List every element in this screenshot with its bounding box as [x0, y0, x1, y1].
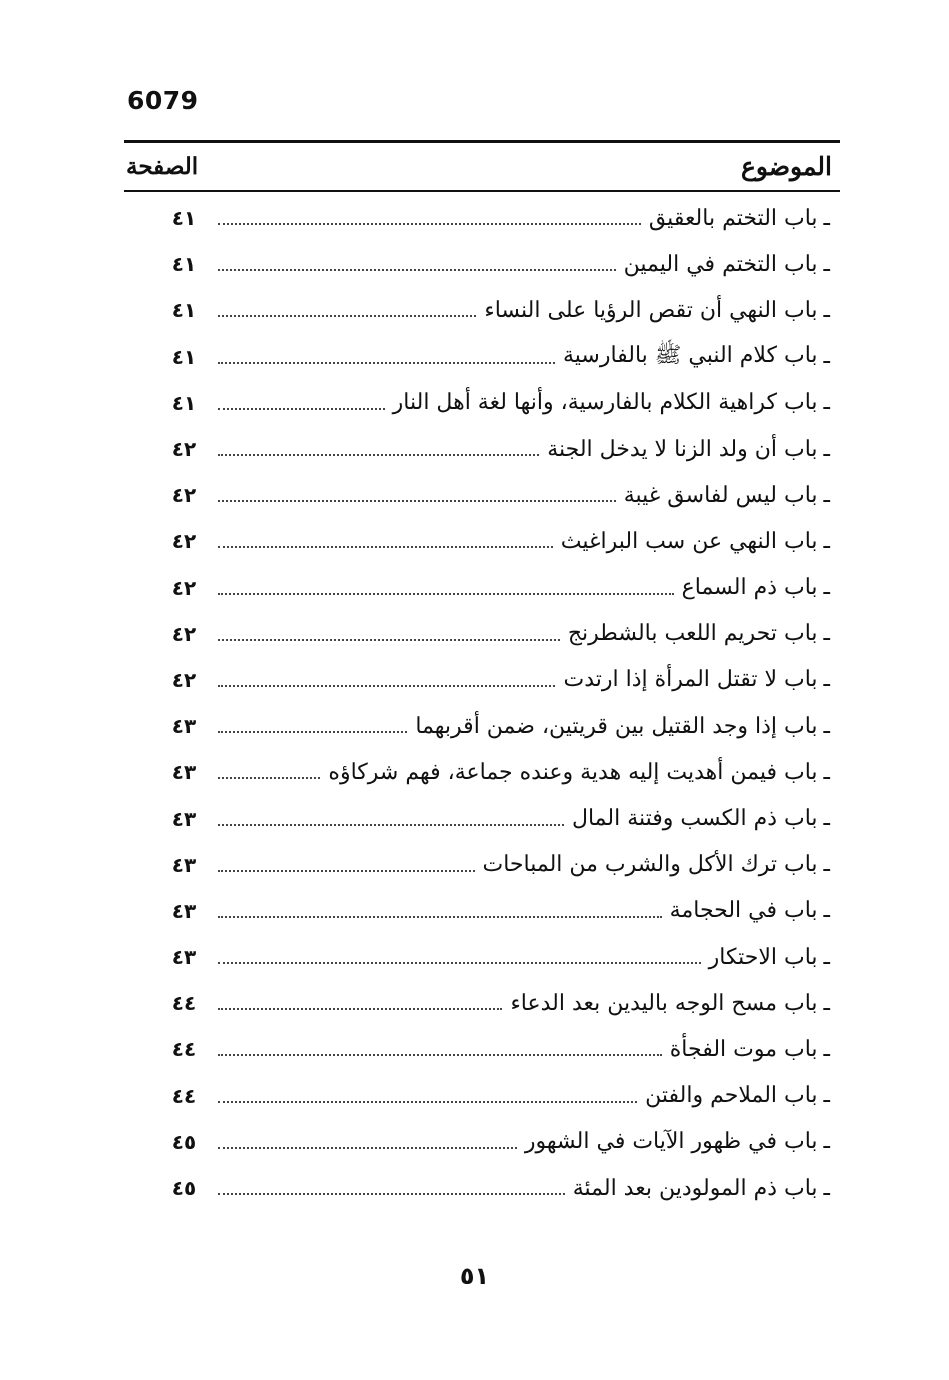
entry-title: باب موت الفجأة	[669, 1036, 818, 1062]
dot-leader	[218, 269, 616, 271]
entry-page: ٤٢	[171, 621, 197, 646]
dot-leader	[218, 500, 616, 502]
entry-page: ٤٢	[171, 667, 197, 692]
entry-dash: ـ	[823, 667, 830, 693]
entry-dash: ـ	[823, 1083, 830, 1109]
toc-entry	[150, 1073, 830, 1119]
entry-title: باب ذم السماع	[681, 575, 818, 601]
toc-entry	[150, 287, 830, 333]
dot-leader	[218, 454, 539, 456]
entry-page: ٤١	[171, 252, 197, 277]
entry-dash: ـ	[823, 344, 830, 370]
toc-entry	[150, 1119, 830, 1165]
toc-entry	[150, 334, 830, 380]
entry-dash: ـ	[823, 898, 830, 924]
dot-leader	[218, 777, 320, 779]
toc-entry	[150, 241, 830, 287]
entry-dash: ـ	[823, 990, 830, 1016]
dot-leader	[218, 546, 553, 548]
toc-entry	[150, 980, 830, 1026]
entry-page: ٤١	[171, 206, 197, 231]
toc-entry	[150, 195, 830, 241]
entry-title: باب النهي عن سب البراغيث	[560, 528, 818, 554]
dot-leader	[218, 824, 564, 826]
entry-dash: ـ	[823, 1175, 830, 1201]
dot-leader	[218, 962, 701, 964]
entry-page: ٤٤	[171, 1083, 197, 1108]
toc-entry	[150, 426, 830, 472]
entry-page: ٤١	[171, 298, 197, 323]
dot-leader	[218, 731, 407, 733]
entry-page: ٤٤	[171, 1037, 197, 1062]
dot-leader	[218, 639, 560, 641]
entry-dash: ـ	[823, 436, 830, 462]
dot-leader	[218, 1054, 662, 1056]
toc-entry	[150, 934, 830, 980]
entry-title: باب تحريم اللعب بالشطرنج	[567, 621, 818, 647]
entry-dash: ـ	[823, 944, 830, 970]
toc-entry	[150, 703, 830, 749]
page-folio-number: ٥١	[459, 1262, 490, 1290]
top-rule	[124, 140, 840, 143]
toc-entry	[150, 1165, 830, 1211]
entry-dash: ـ	[823, 759, 830, 785]
page-serial-number: 6079	[127, 86, 199, 115]
entry-title: باب في ظهور الآيات في الشهور	[524, 1129, 818, 1155]
entry-page: ٤٣	[171, 852, 197, 877]
toc-entry	[150, 842, 830, 888]
toc-entry	[150, 657, 830, 703]
page-column-heading: الصفحة	[126, 152, 199, 180]
entry-page: ٤٣	[171, 898, 197, 923]
entry-dash: ـ	[823, 621, 830, 647]
dot-leader	[218, 870, 475, 872]
entry-title: باب ترك الأكل والشرب من المباحات	[482, 852, 818, 878]
entry-page: ٤٤	[171, 991, 197, 1016]
entry-title: باب ذم المولودين بعد المئة	[572, 1175, 818, 1201]
entry-page: ٤٣	[171, 806, 197, 831]
entry-title: باب الاحتكار	[708, 944, 818, 970]
dot-leader	[218, 1101, 637, 1103]
entry-dash: ـ	[823, 1036, 830, 1062]
dot-leader	[218, 1008, 502, 1010]
entry-dash: ـ	[823, 713, 830, 739]
entry-title: باب التختم بالعقيق	[648, 205, 818, 231]
entry-title: باب النهي أن تقص الرؤيا على النساء	[484, 297, 818, 323]
toc-entry	[150, 518, 830, 564]
dot-leader	[218, 1193, 565, 1195]
dot-leader	[218, 362, 555, 364]
entry-page: ٤٢	[171, 575, 197, 600]
entry-dash: ـ	[823, 251, 830, 277]
dot-leader	[218, 685, 555, 687]
entry-dash: ـ	[823, 390, 830, 416]
entry-dash: ـ	[823, 852, 830, 878]
toc-entry	[150, 749, 830, 795]
entry-dash: ـ	[823, 482, 830, 508]
toc-entry	[150, 472, 830, 518]
entry-page: ٤٣	[171, 760, 197, 785]
entry-title: باب مسح الوجه باليدين بعد الدعاء	[510, 990, 818, 1016]
toc-entry	[150, 611, 830, 657]
dot-leader	[218, 315, 476, 317]
table-of-contents	[150, 195, 830, 1211]
entry-page: ٤٥	[171, 1129, 197, 1154]
toc-entry	[150, 795, 830, 841]
entry-title: باب ذم الكسب وفتنة المال	[571, 806, 818, 832]
dot-leader	[218, 1147, 517, 1149]
entry-page: ٤٢	[171, 437, 197, 462]
entry-dash: ـ	[823, 1129, 830, 1155]
toc-entry	[150, 1026, 830, 1072]
table-header	[124, 144, 840, 188]
entry-page: ٤٢	[171, 529, 197, 554]
subject-column-heading: الموضوع	[741, 151, 832, 181]
toc-entry	[150, 888, 830, 934]
entry-page: ٤٣	[171, 714, 197, 739]
entry-dash: ـ	[823, 575, 830, 601]
entry-title: باب لا تقتل المرأة إذا ارتدت	[563, 667, 818, 693]
entry-dash: ـ	[823, 205, 830, 231]
entry-page: ٤٢	[171, 483, 197, 508]
entry-page: ٤١	[171, 344, 197, 369]
toc-entry	[150, 380, 830, 426]
entry-title: باب التختم في اليمين	[623, 251, 818, 277]
dot-leader	[218, 223, 641, 225]
header-rule	[124, 190, 840, 192]
entry-page: ٤١	[171, 390, 197, 415]
entry-dash: ـ	[823, 297, 830, 323]
entry-title: باب أن ولد الزنا لا يدخل الجنة	[547, 436, 818, 462]
dot-leader	[218, 593, 674, 595]
dot-leader	[218, 408, 385, 410]
entry-title: باب في الحجامة	[669, 898, 818, 924]
entry-page: ٤٣	[171, 945, 197, 970]
toc-entry	[150, 565, 830, 611]
entry-dash: ـ	[823, 806, 830, 832]
entry-title: باب كراهية الكلام بالفارسية، وأنها لغة أهل النار	[392, 390, 818, 416]
entry-dash: ـ	[823, 528, 830, 554]
entry-title: باب الملاحم والفتن	[645, 1083, 818, 1109]
entry-title: باب كلام النبي ﷺ بالفارسية	[562, 342, 818, 368]
entry-title: باب فيمن أهديت إليه هدية وعنده جماعة، فهم شركاؤه	[328, 759, 818, 785]
entry-page: ٤٥	[171, 1176, 197, 1201]
entry-title: باب ليس لفاسق غيبة	[623, 482, 818, 508]
entry-title: باب إذا وجد القتيل بين قريتين، ضمن أقربهما	[415, 713, 818, 739]
dot-leader	[218, 916, 662, 918]
